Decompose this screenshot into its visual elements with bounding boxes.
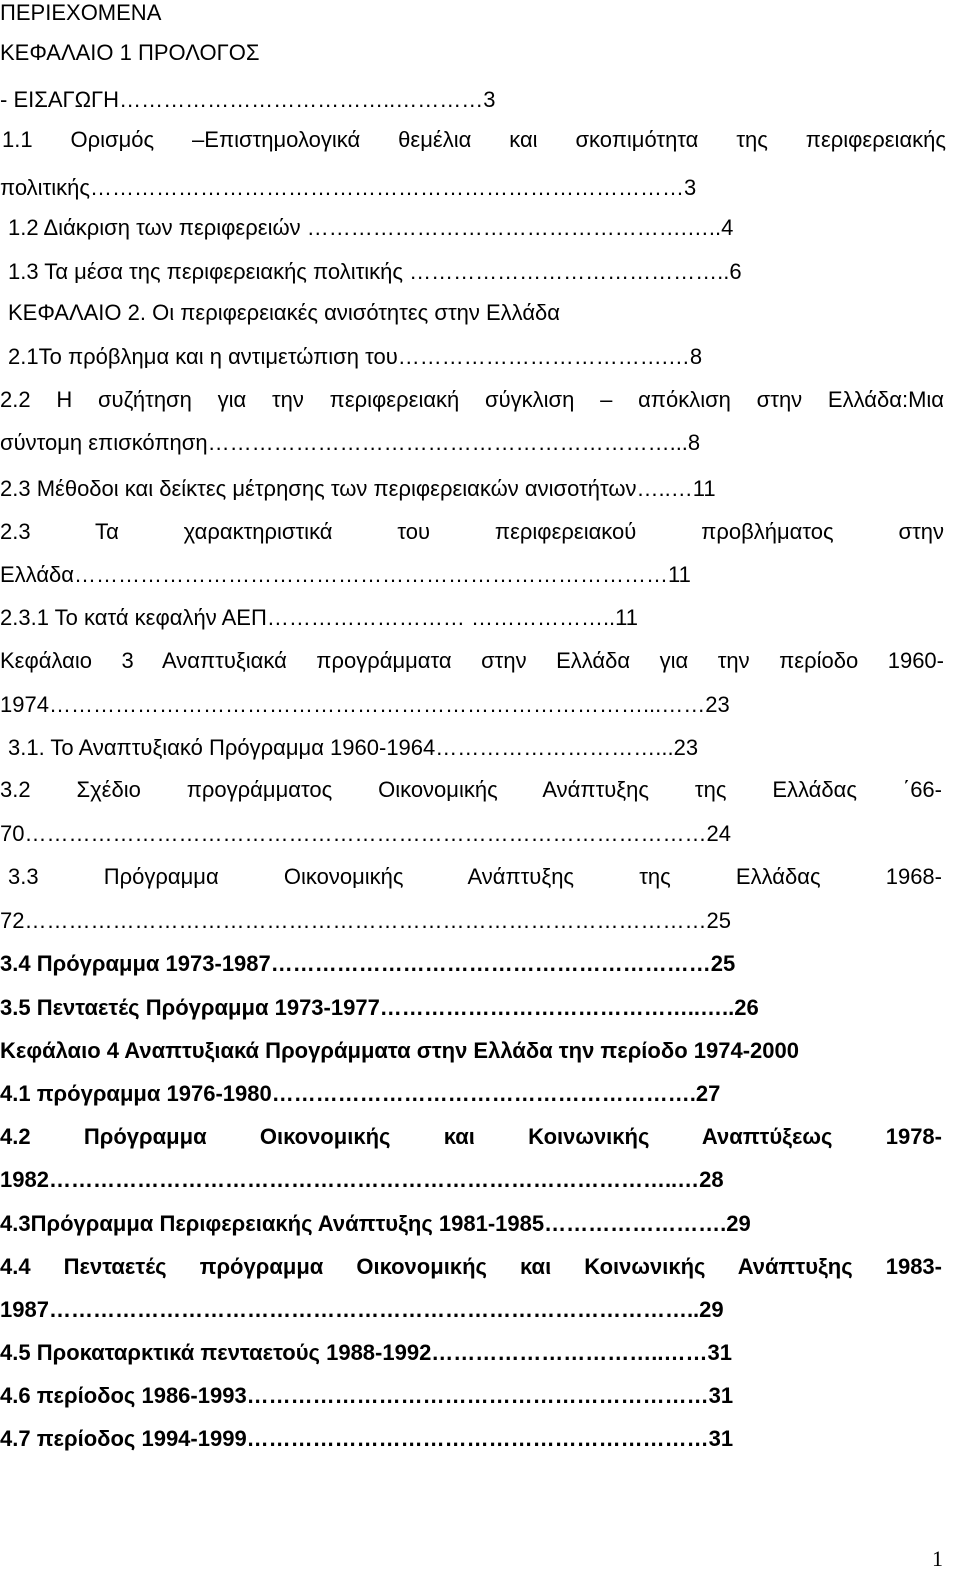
- toc-line: 4.3Πρόγραμμα Περιφερειακής Ανάπτυξης 1981-1985…………………….29: [0, 1211, 751, 1236]
- toc-line: 1.1 Ορισμός –Επιστημολογικά θεμέλια και σκοπιμότητα της περιφερειακής: [2, 127, 946, 152]
- toc-line: 1974………………………………………………………………………...……23: [0, 692, 730, 717]
- toc-line: 3.3 Πρόγραμμα Οικονομικής Ανάπτυξης της Ελλάδας 1968-: [8, 864, 942, 889]
- toc-line: 1.2 Διάκριση των περιφερειών …………………………………………….…..4: [8, 215, 734, 240]
- toc-line: 3.2 Σχέδιο προγράμματος Οικονομικής Ανάπτυξης της Ελλάδας ΄66-: [0, 777, 942, 802]
- toc-line: πολιτικής………………………………………………………………………3: [0, 175, 697, 200]
- toc-line: 3.5 Πενταετές Πρόγραμμα 1973-1977……………………………………..…..26: [0, 995, 759, 1020]
- toc-line: Κεφάλαιο 3 Αναπτυξιακά προγράμματα στην Ελλάδα για την περίοδο 1960-: [0, 648, 944, 673]
- toc-line: ΚΕΦΑΛΑΙΟ 1 ΠΡΟΛΟΓΟΣ: [0, 40, 260, 65]
- toc-line: 3.1. Το Αναπτυξιακό Πρόγραμμα 1960-1964…………………………...23: [8, 735, 699, 760]
- toc-line: 3.4 Πρόγραμμα 1973-1987……………………………………………………25: [0, 951, 736, 976]
- toc-line: 1987……………………………………………………………………………..29: [0, 1297, 724, 1322]
- toc-line: σύντομη επισκόπηση………………………………………………………...8: [0, 430, 701, 455]
- toc-line: 72…………………………………………………………………………………25: [0, 908, 731, 933]
- toc-line: 1982…………………………………………………………………………..…28: [0, 1167, 724, 1192]
- toc-line: Κεφάλαιο 4 Αναπτυξιακά Προγράμματα στην Ελλάδα την περίοδο 1974-2000: [0, 1038, 799, 1063]
- toc-line: 4.2 Πρόγραμμα Οικονομικής και Κοινωνικής Αναπτύξεως 1978-: [0, 1124, 942, 1149]
- toc-line: 2.2 Η συζήτηση για την περιφερειακή σύγκλιση – απόκλιση στην Ελλάδα:Μια: [0, 387, 944, 412]
- toc-line: Ελλάδα………………………………………………………………………11: [0, 562, 691, 587]
- toc-heading: ΠΕΡΙΕΧΟΜΕΝΑ: [0, 0, 162, 25]
- toc-line: 2.3 Μέθοδοι και δείκτες μέτρησης των περιφερειακών ανισοτήτων…..…11: [0, 476, 716, 501]
- toc-line: 2.1Το πρόβλημα και η αντιμετώπιση του……………………………….…8: [8, 344, 703, 369]
- toc-line: 4.7 περίοδος 1994-1999………………………………………………………31: [0, 1426, 734, 1451]
- toc-line: 4.4 Πενταετές πρόγραμμα Οικονομικής και Κοινωνικής Ανάπτυξης 1983-: [0, 1254, 942, 1279]
- toc-line: ΚΕΦΑΛΑΙΟ 2. Οι περιφερειακές ανισότητες στην Ελλάδα: [8, 300, 561, 325]
- toc-line: 2.3.1 Το κατά κεφαλήν ΑΕΠ……………………… ………………..11: [0, 605, 639, 630]
- toc-line: 4.6 περίοδος 1986-1993………………………………………………………31: [0, 1383, 734, 1408]
- toc-line: - ΕΙΣΑΓΩΓΗ………………………………..…………3: [0, 87, 496, 112]
- page-number: 1: [932, 1546, 943, 1571]
- toc-line: 70…………………………………………………………………………………24: [0, 821, 731, 846]
- toc-line: 4.1 πρόγραμμα 1976-1980………………………………………………….27: [0, 1081, 721, 1106]
- toc-line: 4.5 Προκαταρκτικά πενταετούς 1988-1992…………………………..……31: [0, 1340, 733, 1365]
- toc-line: 2.3 Τα χαρακτηριστικά του περιφερειακού προβλήματος στην: [0, 519, 944, 544]
- toc-line: 1.3 Τα μέσα της περιφερειακής πολιτικής ……………………………………..6: [8, 259, 742, 284]
